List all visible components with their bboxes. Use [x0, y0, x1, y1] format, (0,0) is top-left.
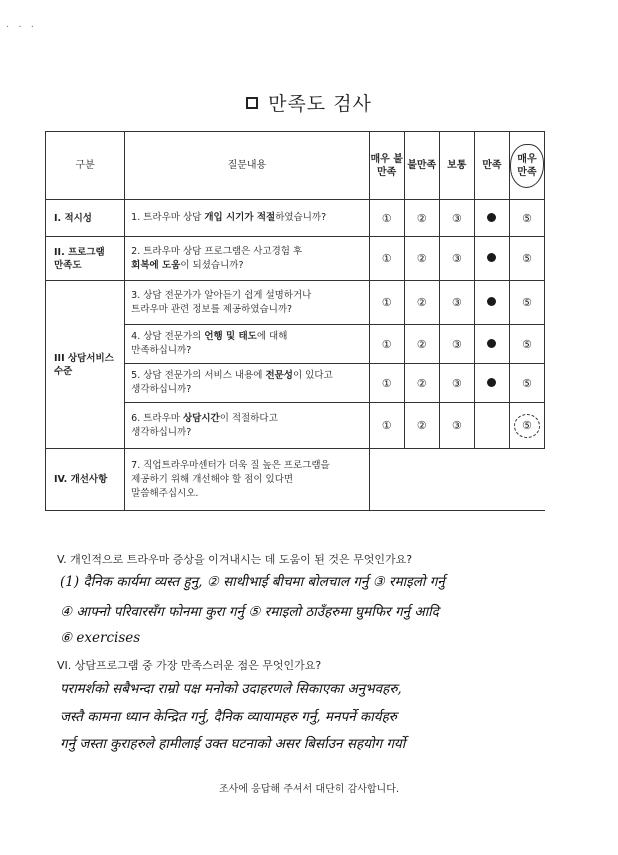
page-title: 만족도 검사 — [0, 89, 618, 116]
closing-message: 조사에 응답해 주셔서 대단히 감사합니다. — [218, 784, 400, 795]
option-cell: ② — [404, 200, 439, 237]
question-v: V. 개인적으로 트라우마 증상을 이겨내시는 데 도움이 된 것은 무엇인가요? — [57, 553, 413, 566]
table-row — [46, 281, 545, 325]
option-cell: ① — [369, 325, 404, 364]
question-6: 6. 트라우마 상담시간이 적절하다고 생각하십니까? — [125, 403, 369, 449]
question-4: 4. 상담 전문가의 언행 및 태도에 대해 만족하십니까? — [125, 325, 369, 364]
option-cell: ⑤ — [509, 200, 544, 237]
option-cell-selected — [474, 364, 509, 403]
option-cell: ③ — [439, 237, 474, 281]
answer-area-blank — [369, 449, 544, 511]
option-cell: ③ — [439, 364, 474, 403]
option-cell: ① — [369, 364, 404, 403]
option-cell: ⑤ — [509, 364, 544, 403]
scan-specks: · · · — [6, 22, 37, 33]
table-row — [46, 449, 545, 511]
option-cell-selected — [474, 281, 509, 325]
option-cell: ① — [369, 237, 404, 281]
question-2: 2. 트라우마 상담 프로그램은 사고경험 후 회복에 도움이 되셨습니까? — [125, 237, 369, 281]
option-cell-selected — [474, 200, 509, 237]
option-cell: ① — [369, 281, 404, 325]
satisfaction-table — [45, 131, 545, 511]
option-cell: ② — [404, 237, 439, 281]
option-cell: ② — [404, 364, 439, 403]
handwritten-answer-v-line2: ④ आफ्नो परिवारसँग फोनमा कुरा गर्नु ⑤ रमाइलो ठाउँहरुमा घुमफिर गर्नु आदि — [60, 604, 439, 620]
header-category: 구분 — [46, 132, 125, 200]
category-improvement: IV. 개선사항 — [46, 449, 125, 511]
handwritten-circle-mark: 매우 만족 — [510, 144, 544, 188]
option-cell: ② — [404, 281, 439, 325]
handwritten-circle-mark: ⑤ — [514, 414, 540, 438]
handwritten-answer-vi-line3: गर्नु जस्ता कुराहरुले हामीलाई उक्त घटनाको असर बिर्साउन सहयोग गर्यो — [60, 736, 406, 752]
header-question: 질문내용 — [125, 132, 369, 200]
category-timeliness: I. 적시성 — [46, 200, 125, 237]
category-service-level: III 상담서비스 수준 — [46, 281, 125, 449]
handwritten-answer-v-line3: ⑥ exercises — [60, 630, 141, 646]
handwritten-answer-v-line1: (1) दैनिक कार्यमा व्यस्त हुनु, ② साथीभाई बीचमा बोलचाल गर्नु ③ रमाइलो गर्नु — [60, 574, 445, 590]
option-cell: ③ — [439, 281, 474, 325]
category-program-satisfaction: II. 프로그램 만족도 — [46, 237, 125, 281]
question-1: 1. 트라우마 상담 개입 시기가 적절하였습니까? — [125, 200, 369, 237]
header-neutral: 보통 — [439, 132, 474, 200]
option-cell: ③ — [439, 200, 474, 237]
option-cell: ⑤ — [509, 325, 544, 364]
handwritten-answer-vi-line1: परामर्शको सबैभन्दा राम्रो पक्ष मनोको उदाहरणले सिकाएका अनुभवहरु, — [60, 681, 402, 697]
header-very-dissatisfied: 매우 불만족 — [369, 132, 404, 200]
option-cell-selected — [474, 237, 509, 281]
option-cell: ② — [404, 403, 439, 449]
table-row — [46, 200, 545, 237]
option-cell — [474, 403, 509, 449]
handwritten-answer-vi-line2: जस्तै कामना ध्यान केन्द्रित गर्नु, दैनिक व्यायामहरु गर्नु, मनपर्ने कार्यहरु — [60, 709, 397, 725]
option-cell: ② — [404, 325, 439, 364]
filled-dot-icon — [487, 378, 496, 387]
filled-dot-icon — [487, 253, 496, 262]
option-cell-selected — [509, 403, 544, 449]
option-cell: ① — [369, 403, 404, 449]
option-cell: ③ — [439, 325, 474, 364]
filled-dot-icon — [487, 297, 496, 306]
option-cell: ⑤ — [509, 281, 544, 325]
question-5: 5. 상담 전문가의 서비스 내용에 전문성이 있다고 생각하십니까? — [125, 364, 369, 403]
table-header-row — [46, 132, 545, 200]
option-cell: ⑤ — [509, 237, 544, 281]
option-cell: ③ — [439, 403, 474, 449]
question-3: 3. 상담 전문가가 알아듣기 쉽게 설명하거나 트라우마 관련 정보를 제공하였습니까? — [125, 281, 369, 325]
filled-dot-icon — [487, 339, 496, 348]
question-7: 7. 직업트라우마센터가 더욱 질 높은 프로그램을 제공하기 위해 개선해야 할 점이 있다면 말씀해주십시오. — [125, 449, 369, 511]
header-dissatisfied: 불만족 — [404, 132, 439, 200]
option-cell: ① — [369, 200, 404, 237]
filled-dot-icon — [487, 213, 496, 222]
checkbox-square-icon — [246, 97, 258, 109]
table-row — [46, 237, 545, 281]
header-satisfied: 만족 — [474, 132, 509, 200]
question-vi: VI. 상담프로그램 중 가장 만족스러운 점은 무엇인가요? — [57, 659, 322, 672]
option-cell-selected — [474, 325, 509, 364]
header-very-satisfied — [509, 132, 544, 200]
